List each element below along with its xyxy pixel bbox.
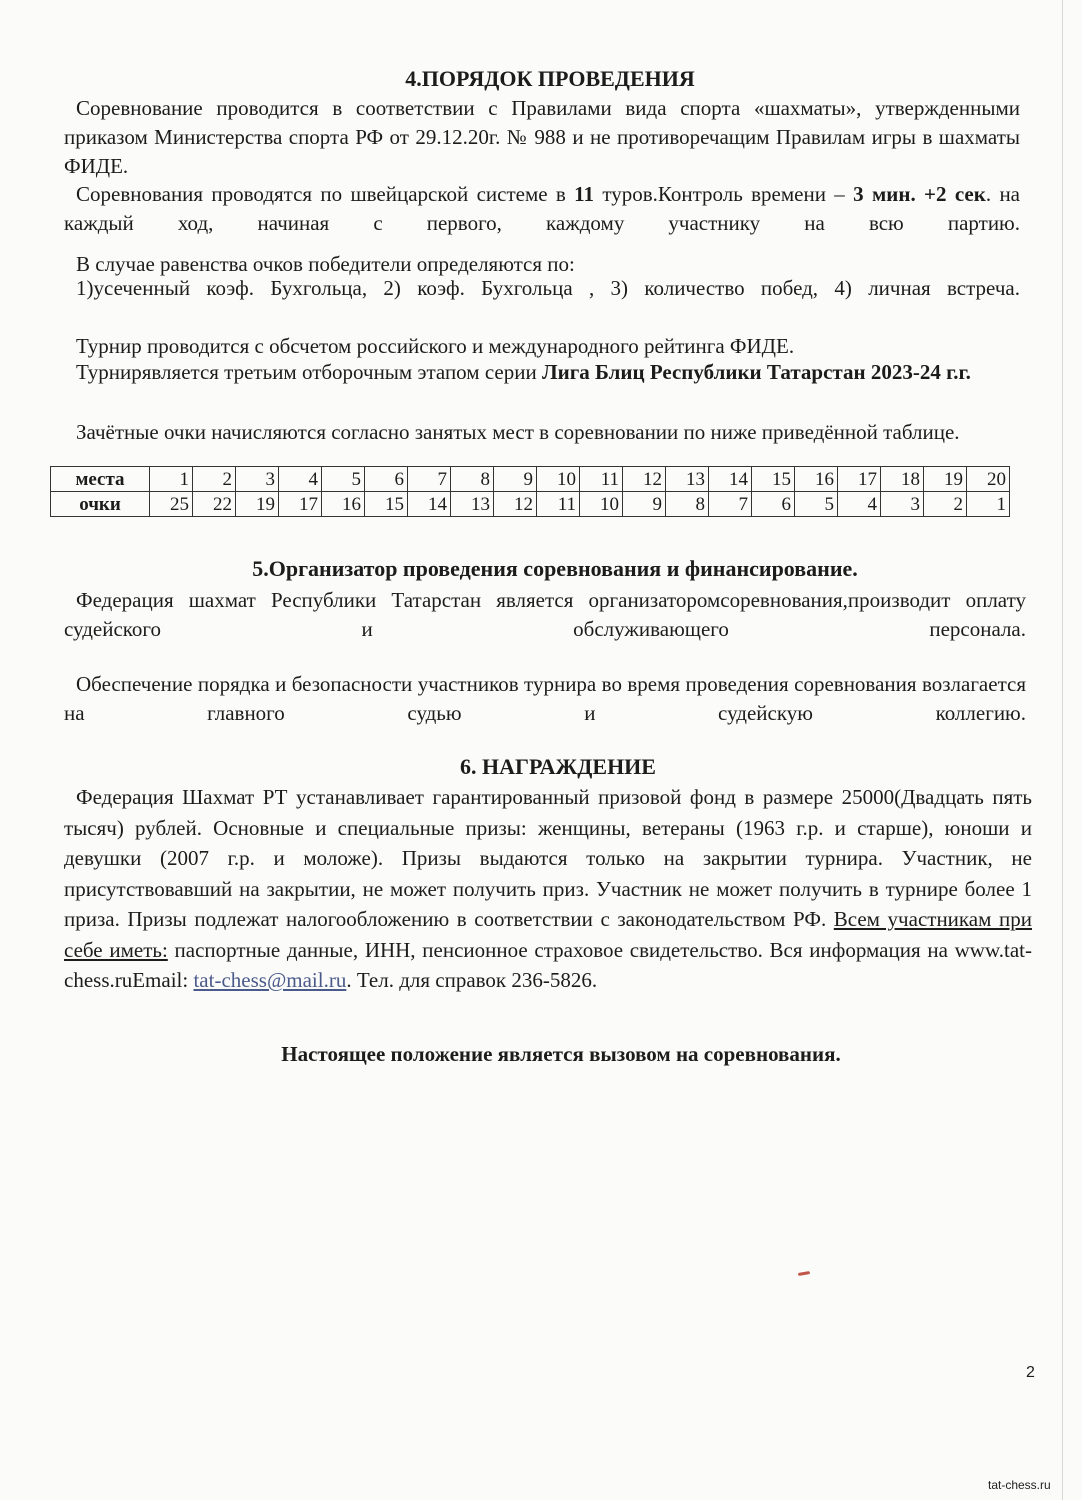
place-cell: 5	[322, 467, 365, 492]
watermark: tat-chess.ru	[988, 1478, 1051, 1492]
place-cell: 7	[408, 467, 451, 492]
section-4-paragraph-3: В случае равенства очков победители определяются по:	[76, 252, 575, 276]
place-cell: 14	[709, 467, 752, 492]
scan-mark	[798, 1271, 810, 1276]
points-cell: 4	[838, 492, 881, 517]
place-cell: 15	[752, 467, 795, 492]
closing-statement: Настоящее положение является вызовом на соревнования.	[281, 1042, 841, 1066]
place-cell: 8	[451, 467, 494, 492]
section-4-paragraph-6: Турнирявляется третьим отборочным этапом серии Лига Блиц Республики Татарстан 2023-24 г.г.	[76, 360, 971, 384]
place-cell: 4	[279, 467, 322, 492]
place-cell: 20	[967, 467, 1010, 492]
points-cell: 25	[150, 492, 193, 517]
section-6-heading: 6. НАГРАЖДЕНИЕ	[460, 754, 656, 779]
section-5-heading: 5.Организатор проведения соревнования и финансирование.	[252, 556, 858, 581]
section-4-paragraph-7: Зачётные очки начисляются согласно занятых мест в соревновании по ниже приведённой таблице.	[76, 420, 960, 444]
points-cell: 14	[408, 492, 451, 517]
points-cell: 7	[709, 492, 752, 517]
points-cell: 3	[881, 492, 924, 517]
section-4-paragraph-1: Соревнование проводится в соответствии с Правилами вида спорта «шахматы», утвержденными приказом Министерства спорта РФ от 29.12.20г. № 988 и не противоречащим Правилам игры в шахматы ФИДЕ.	[64, 96, 1020, 178]
place-cell: 6	[365, 467, 408, 492]
section-4-paragraph-4: 1)усеченный коэф. Бухгольца, 2) коэф. Бухгольца , 3) количество побед, 4) личная встреча.	[76, 276, 1020, 300]
underlined-instruction: Всем участникам при себе иметь:	[64, 907, 1032, 962]
section-4-paragraph-2: Соревнования проводятся по швейцарской системе в 11 туров.Контроль времени – 3 мин. +2 сек. на каждый ход, начиная с первого, каждому участнику на всю партию.	[64, 182, 1021, 235]
place-cell: 12	[623, 467, 666, 492]
places-label: места	[51, 467, 150, 492]
section-4-paragraph-5: Турнир проводится с обсчетом российского и международного рейтинга ФИДЕ.	[76, 334, 795, 358]
points-cell: 10	[580, 492, 623, 517]
points-cell: 19	[236, 492, 279, 517]
place-cell: 1	[150, 467, 193, 492]
points-cell: 8	[666, 492, 709, 517]
points-cell: 2	[924, 492, 967, 517]
points-cell: 12	[494, 492, 537, 517]
section-5-paragraph-2: Обеспечение порядка и безопасности участников турнира во время проведения соревнования возлагается на главного судью и судейскую коллегию.	[64, 672, 1026, 725]
scan-edge	[1062, 0, 1063, 1500]
table-row-points	[51, 492, 1010, 517]
points-table	[50, 466, 1010, 517]
points-cell: 17	[279, 492, 322, 517]
points-cell: 1	[967, 492, 1010, 517]
points-cell: 13	[451, 492, 494, 517]
points-cell: 9	[623, 492, 666, 517]
place-cell: 19	[924, 467, 967, 492]
points-cell: 11	[537, 492, 580, 517]
table-row-places	[51, 467, 1010, 492]
place-cell: 2	[193, 467, 236, 492]
place-cell: 16	[795, 467, 838, 492]
place-cell: 3	[236, 467, 279, 492]
place-cell: 17	[838, 467, 881, 492]
section-4-heading: 4.ПОРЯДОК ПРОВЕДЕНИЯ	[405, 66, 695, 91]
points-label: очки	[51, 492, 150, 517]
email-link[interactable]: tat-chess@mail.ru	[193, 968, 347, 992]
points-cell: 5	[795, 492, 838, 517]
page-number: 2	[1026, 1364, 1035, 1381]
points-cell: 22	[193, 492, 236, 517]
points-cell: 16	[322, 492, 365, 517]
place-cell: 18	[881, 467, 924, 492]
section-5-paragraph-1: Федерация шахмат Республики Татарстан является организаторомсоревнования,производит оплату судейского и обслуживающего персонала.	[64, 588, 1026, 641]
place-cell: 10	[537, 467, 580, 492]
place-cell: 9	[494, 467, 537, 492]
points-cell: 15	[365, 492, 408, 517]
place-cell: 13	[666, 467, 709, 492]
section-6-paragraph-1: Федерация Шахмат РТ устанавливает гарантированный призовой фонд в размере 25000(Двадцать пять тысяч) рублей. Основные и специальные призы: женщины, ветераны (1963 г.р. и старше), юноши и девушки (2007 г.р. и моложе). Призы выдаются только на закрытии турнира. Участник, не присутствовавший на закрытии, не может получить приз. Участник не может получить в турнире более 1 приза. Призы подлежат налогообложению в соответствии с законодательством РФ. Всем участникам при себе иметь: паспортные данные, ИНН, пенсионное страховое свидетельство. Вся информация на www.tat-chess.ruEmail: tat-chess@mail.ru. Тел. для справок 236-5826.	[64, 785, 1032, 992]
points-cell: 6	[752, 492, 795, 517]
place-cell: 11	[580, 467, 623, 492]
